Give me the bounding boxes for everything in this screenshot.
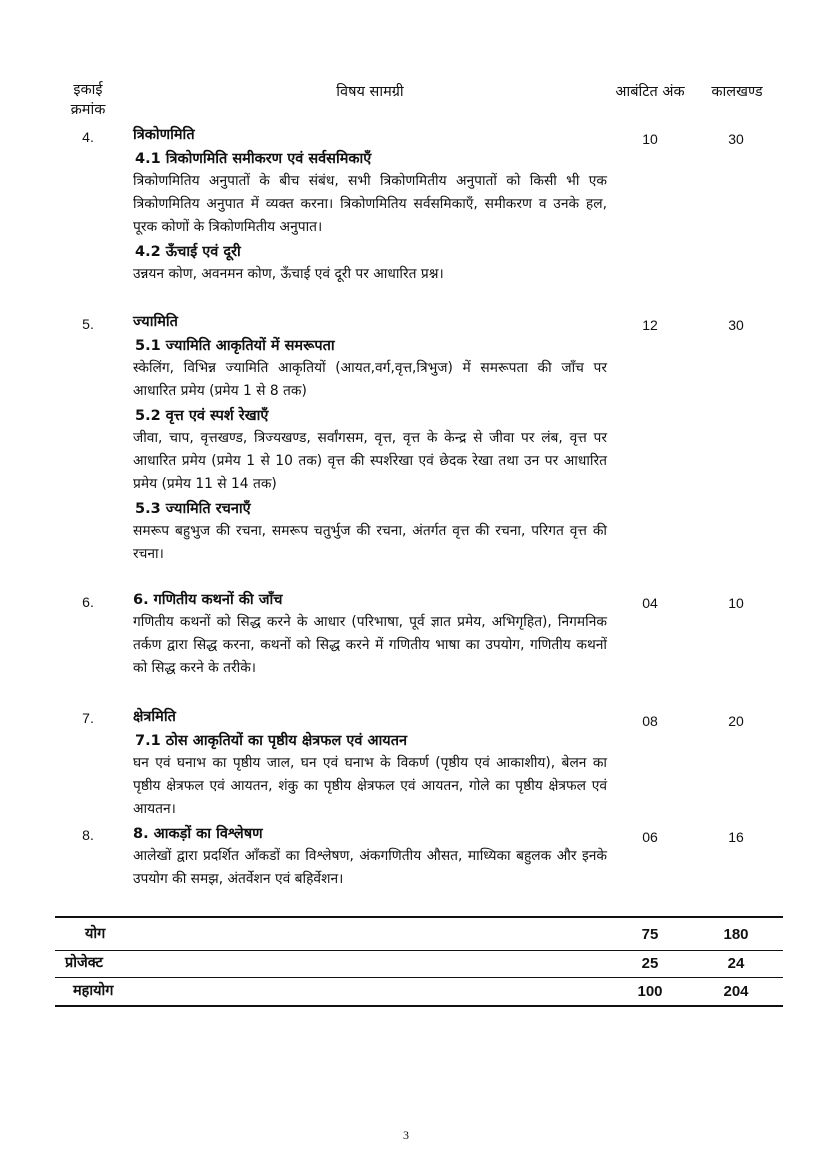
divider bbox=[55, 1005, 783, 1007]
unit-content bbox=[133, 589, 607, 680]
unit-period: 10 bbox=[728, 595, 744, 611]
subsection-text: उन्नयन कोण, अवनमन कोण, ऊँचाई एवं दूरी पर आधारित प्रश्न। bbox=[133, 266, 444, 282]
subsection-heading: 7.1 ठोस आकृतियों का पृष्ठीय क्षेत्रफल एवं आयतन bbox=[135, 733, 408, 749]
subsection-heading: 4.1 त्रिकोणमिति समीकरण एवं सर्वसमिकाएँ bbox=[135, 151, 372, 167]
unit-marks: 04 bbox=[642, 595, 658, 611]
totals-marks: 75 bbox=[641, 926, 659, 943]
divider bbox=[55, 977, 783, 978]
divider bbox=[55, 916, 783, 918]
unit-number: 6. bbox=[82, 594, 94, 610]
unit-content bbox=[133, 311, 607, 566]
subsection-text: घन एवं घनाभ का पृष्ठीय जाल, घन एवं घनाभ के विकर्ण (पृष्ठीय एवं आकाशीय), बेलन का पृष्ठीय क्षेत्रफल एवं आयतन, शंकु का पृष्ठीय क्षेत्रफल एवं आयतन, गोले का पृष्ठीय क्षेत्रफल एवं आयतन। bbox=[133, 755, 607, 817]
page-number: 3 bbox=[403, 1128, 409, 1142]
totals-period: 204 bbox=[723, 983, 749, 1000]
subsection-heading: 5.1 ज्यामिति आकृतियों में समरूपता bbox=[135, 338, 335, 354]
header-unit-number: इकाई क्रमांक bbox=[70, 82, 106, 118]
unit-title: त्रिकोणमिति bbox=[133, 127, 195, 143]
totals-label: योग bbox=[85, 926, 106, 942]
unit-marks: 12 bbox=[642, 317, 658, 333]
subsection-text: समरूप बहुभुज की रचना, समरूप चतुर्भुज की रचना, अंतर्गत वृत्त की रचना, परिगत वृत्त की रचना। bbox=[133, 523, 607, 562]
unit-content bbox=[133, 124, 607, 286]
unit-number: 5. bbox=[82, 316, 94, 332]
unit-title: 8. आकड़ों का विश्लेषण bbox=[133, 826, 263, 842]
totals-period: 24 bbox=[727, 955, 745, 972]
subsection-text: स्केलिंग, विभिन्न ज्यामिति आकृतियों (आयत,वर्ग,वृत्त,त्रिभुज) में समरूपता की जाँच पर आधारित प्रमेय (प्रमेय 1 से 8 तक) bbox=[133, 360, 607, 399]
unit-period: 30 bbox=[728, 317, 744, 333]
unit-marks: 08 bbox=[642, 713, 658, 729]
unit-period: 20 bbox=[728, 713, 744, 729]
subsection-text: आलेखों द्वारा प्रदर्शित आँकडों का विश्लेषण, अंकगणितीय औसत, माध्यिका बहुलक और इनके उपयोग की समझ, अंतर्वेशन एवं बहिर्वेशन। bbox=[133, 848, 607, 887]
unit-number: 4. bbox=[82, 129, 94, 145]
divider bbox=[55, 950, 783, 951]
totals-row bbox=[55, 921, 783, 947]
totals-label: महायोग bbox=[73, 983, 114, 999]
unit-number: 8. bbox=[82, 827, 94, 843]
totals-period: 180 bbox=[723, 926, 749, 943]
subsection-text: त्रिकोणमितिय अनुपातों के बीच संबंध, सभी त्रिकोणमितीय अनुपातों को किसी भी एक त्रिकोणमितिय अनुपात में व्यक्त करना। त्रिकोणमितिय सर्वसमिकाएँ, समीकरण व उनके हल, पूरक कोणों के त्रिकोणमितीय अनुपात। bbox=[133, 173, 607, 235]
subsection-heading: 5.2 वृत्त एवं स्पर्श रेखाएँ bbox=[135, 408, 269, 424]
subsection-text: जीवा, चाप, वृत्तखण्ड, त्रिज्यखण्ड, सर्वांगसम, वृत्त, वृत्त के केन्द्र से जीवा पर लंब, वृत्त पर आधारित प्रमेय (प्रमेय 1 से 10 तक) वृत्त की स्पर्शरेखा एवं छेदक रेखा तथा उन पर आधारित प्रमेय (प्रमेय 11 से 14 तक) bbox=[133, 430, 607, 492]
unit-number: 7. bbox=[82, 710, 94, 726]
unit-title: 6. गणितीय कथनों की जाँच bbox=[133, 592, 283, 608]
subsection-heading: 4.2 ऊँचाई एवं दूरी bbox=[135, 244, 241, 260]
unit-marks: 06 bbox=[642, 829, 658, 845]
unit-marks: 10 bbox=[642, 131, 658, 147]
unit-title: ज्यामिति bbox=[133, 314, 178, 330]
unit-title: क्षेत्रमिति bbox=[133, 709, 176, 725]
totals-label: प्रोजेक्ट bbox=[65, 955, 103, 971]
totals-row bbox=[55, 980, 783, 1006]
header-allotted-marks: आबंटित अंक bbox=[615, 84, 685, 100]
header-subject-content: विषय सामग्री bbox=[336, 84, 404, 100]
totals-marks: 25 bbox=[641, 955, 659, 972]
totals-row bbox=[55, 952, 783, 978]
unit-content bbox=[133, 706, 607, 821]
subsection-heading: 5.3 ज्यामिति रचनाएँ bbox=[135, 501, 251, 517]
totals-marks: 100 bbox=[637, 983, 663, 1000]
unit-period: 16 bbox=[728, 829, 744, 845]
header-period: कालखण्ड bbox=[711, 84, 763, 100]
unit-period: 30 bbox=[728, 131, 744, 147]
subsection-text: गणितीय कथनों को सिद्ध करने के आधार (परिभाषा, पूर्व ज्ञात प्रमेय, अभिगृहित), निगमनिक तर्कण द्वारा सिद्ध करना, कथनों को सिद्ध करने में गणितीय भाषा का उपयोग, गणितीय कथनों को सिद्ध करने के तरीके। bbox=[133, 614, 607, 676]
unit-content bbox=[133, 823, 607, 891]
